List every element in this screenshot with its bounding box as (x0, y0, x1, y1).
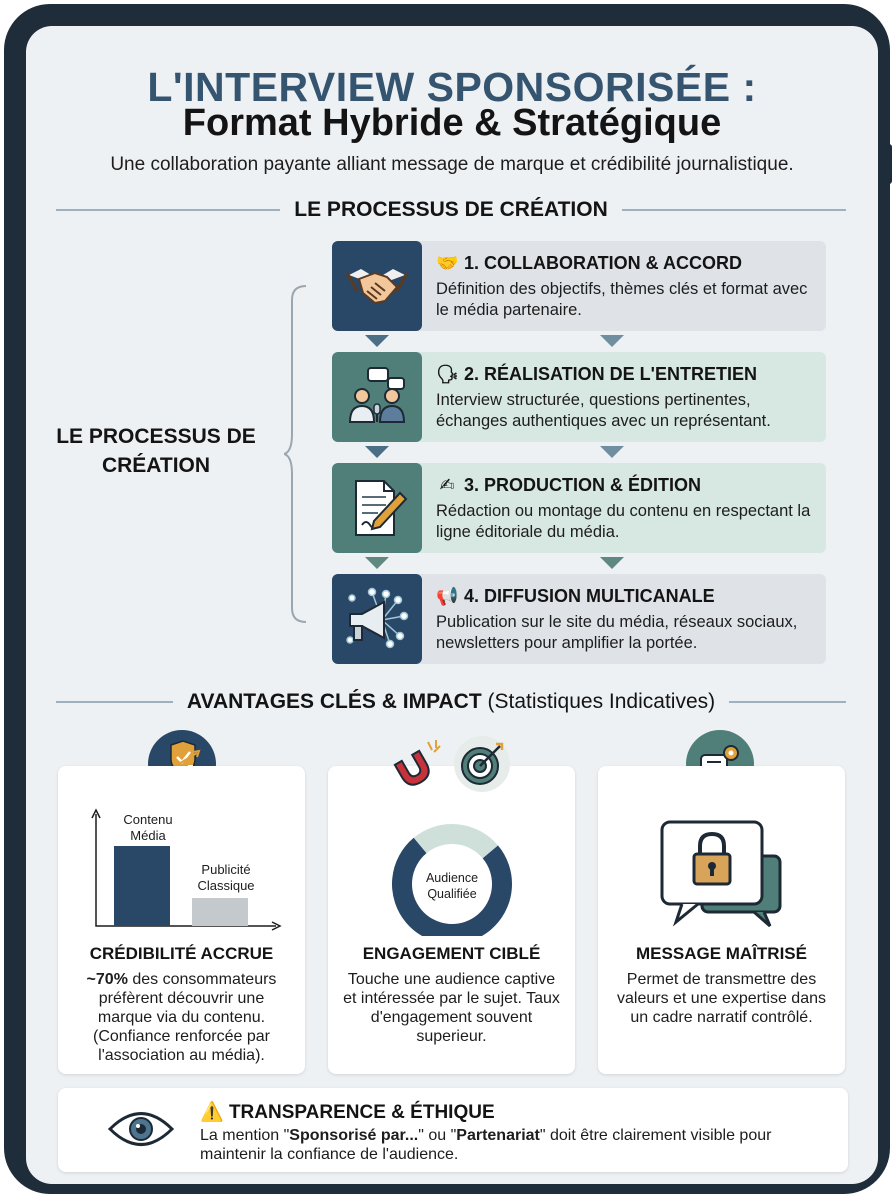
process-step-4 (332, 574, 826, 664)
volume-button (886, 144, 892, 184)
speaking-head-emoji-icon: 🗣 (436, 364, 459, 384)
text-part: " doit être clairement visible pour maintenir la confiance de l'audience. (200, 1127, 772, 1163)
bar-label-publicite-classique: Publicité Classique (197, 862, 255, 893)
page-tagline: Une collaboration payante alliant message de marque et crédibilité journalistique. (110, 154, 794, 175)
partnership-mention: Partenariat (456, 1127, 540, 1144)
handshake-icon (332, 241, 422, 331)
chat-lock-icon (598, 766, 845, 936)
megaphone-emoji-icon: 📢 (436, 586, 459, 606)
card-text: des consommateurs préfèrent découvrir une marque via du contenu. (Confiance renforcée par l'association au média). (93, 971, 277, 1064)
sponsored-mention: Sponsorisé par... (289, 1127, 419, 1144)
divider-line (56, 209, 280, 211)
bar-label-contenu-media: Contenu Média (123, 812, 173, 843)
transparency-title-text: TRANSPARENCE & ÉTHIQUE (228, 1102, 495, 1123)
advantages-heading (56, 690, 846, 714)
target-icon (454, 736, 510, 792)
interview-icon (332, 352, 422, 442)
process-heading-text: LE PROCESSUS DE CRÉATION (294, 198, 608, 221)
step-title (436, 586, 715, 607)
advantages-heading-bold: AVANTAGES CLÉS & IMPACT (186, 690, 482, 713)
card-title: MESSAGE MAÎTRISÉ (636, 944, 807, 963)
step-title-text: 4. DIFFUSION MULTICANALE (464, 586, 715, 606)
writing-hand-emoji-icon: ✍ (439, 475, 455, 495)
text-part: La mention " (200, 1127, 290, 1144)
card-title: ENGAGEMENT CIBLÉ (362, 944, 541, 963)
warning-icon: ⚠️ (200, 1102, 224, 1123)
divider-line (729, 701, 846, 703)
bar-0 (114, 846, 170, 926)
step-description: Publication sur le site du média, réseaux sociaux, newsletters pour amplifier la portée. (436, 613, 798, 652)
step-description: Définition des objectifs, thèmes clés et format avec le média partenaire. (436, 280, 808, 319)
process-step-2 (332, 352, 826, 442)
down-arrow-icon (600, 335, 624, 347)
tablet-frame (4, 4, 890, 1194)
step-title (436, 475, 701, 496)
eye-icon (106, 1106, 176, 1152)
transparency-panel (58, 1088, 848, 1172)
audience-donut-chart (328, 766, 575, 936)
process-step-3 (332, 463, 826, 553)
down-arrow-icon (365, 557, 389, 569)
process-step-1 (332, 241, 826, 331)
step-title (436, 364, 757, 385)
credibility-bar-chart (58, 766, 305, 936)
advantage-card-engagement (328, 766, 575, 1074)
card-title: CRÉDIBILITÉ ACCRUE (89, 944, 274, 963)
donut-center-label: Audience Qualifiée (425, 871, 479, 901)
down-arrow-icon (600, 446, 624, 458)
page-title: L'INTERVIEW SPONSORISÉE : (147, 64, 757, 110)
step-title-text: 1. COLLABORATION & ACCORD (464, 253, 742, 273)
tablet-screen (26, 26, 878, 1184)
step-title-text: 2. RÉALISATION DE L'ENTRETIEN (464, 364, 757, 384)
advantages-heading-text (173, 690, 729, 714)
step-description: Rédaction ou montage du contenu en respectant la ligne éditoriale du média. (436, 502, 811, 541)
handshake-emoji-icon: 🤝 (436, 253, 459, 273)
divider-line (56, 701, 173, 703)
document-pen-icon (332, 463, 422, 553)
step-description: Interview structurée, questions pertinentes, échanges authentiques avec un représentant. (436, 391, 771, 430)
advantages-heading-light: (Statistiques Indicatives) (487, 690, 716, 713)
magnet-icon (390, 736, 446, 792)
curly-brace-icon (284, 284, 308, 624)
down-arrow-icon (365, 446, 389, 458)
advantage-card-message (598, 766, 845, 1074)
divider-line (622, 209, 846, 211)
card-description: Permet de transmettre des valeurs et une expertise dans un cadre narratif contrôlé. (616, 971, 826, 1026)
process-side-label: LE PROCESSUS DE CRÉATION (56, 425, 256, 477)
step-title-text: 3. PRODUCTION & ÉDITION (464, 475, 702, 495)
down-arrow-icon (365, 335, 389, 347)
transparency-text (200, 1126, 840, 1164)
advantage-card-credibility (58, 766, 305, 1074)
bar-1 (192, 898, 248, 926)
page-subtitle-heading: Format Hybride & Stratégique (182, 102, 722, 144)
transparency-title (200, 1100, 495, 1124)
down-arrow-icon (600, 557, 624, 569)
process-heading (56, 198, 846, 222)
card-description (70, 970, 293, 1065)
card-description: Touche une audience captive et intéressée par le sujet. Taux d'engagement souvent superieur. (343, 971, 560, 1045)
step-title (436, 253, 742, 274)
megaphone-network-icon (332, 574, 422, 664)
card-stat: ~70% (86, 971, 128, 988)
text-part: " ou " (418, 1127, 457, 1144)
